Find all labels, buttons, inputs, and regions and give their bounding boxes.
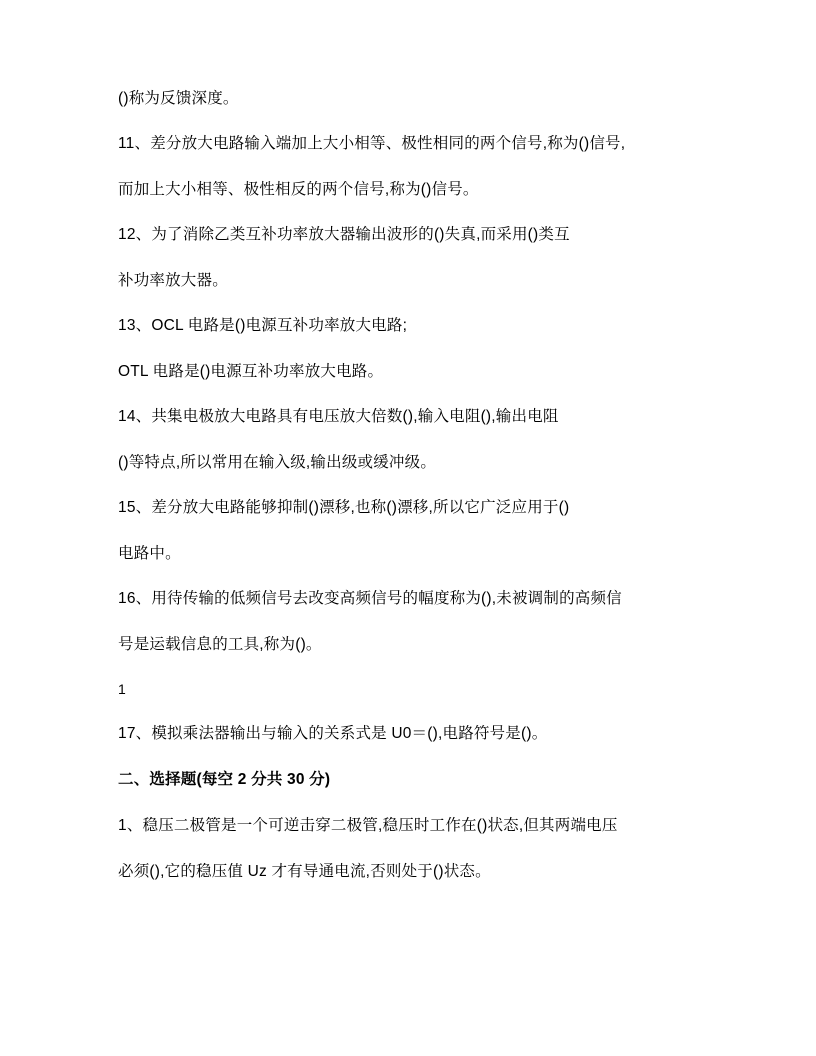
paragraph-question-14-continued: ()等特点,所以常用在输入级,输出级或缓冲级。: [118, 453, 437, 471]
paragraph-question-13: 13、OCL 电路是()电源互补功率放大电路;: [118, 317, 408, 335]
paragraph-question-12: 12、为了消除乙类互补功率放大器输出波形的()失真,而采用()类互: [118, 226, 570, 244]
paragraph-choice-question-1: 1、稳压二极管是一个可逆击穿二极管,稳压时工作在()状态,但其两端电压: [118, 817, 618, 835]
paragraph-question-12-continued: 补功率放大器。: [118, 271, 228, 289]
paragraph-question-16-continued: 号是运载信息的工具,称为()。: [118, 635, 322, 653]
paragraph-question-15-continued: 电路中。: [118, 544, 181, 562]
paragraph-question-14: 14、共集电极放大电路具有电压放大倍数(),输入电阻(),输出电阻: [118, 408, 559, 426]
paragraph-choice-question-1-continued: 必须(),它的稳压值 Uz 才有导通电流,否则处于()状态。: [118, 862, 491, 880]
paragraph-question-16: 16、用待传输的低频信号去改变高频信号的幅度称为(),未被调制的高频信: [118, 590, 622, 608]
paragraph-question-11: 11、差分放大电路输入端加上大小相等、极性相同的两个信号,称为()信号,: [118, 135, 626, 153]
paragraph-question-11-continued: 而加上大小相等、极性相反的两个信号,称为()信号。: [118, 180, 479, 198]
paragraph-feedback-depth: ()称为反馈深度。: [118, 90, 239, 107]
paragraph-question-13-continued: OTL 电路是()电源互补功率放大电路。: [118, 362, 384, 380]
paragraph-question-15: 15、差分放大电路能够抑制()漂移,也称()漂移,所以它广泛应用于(): [118, 499, 570, 517]
document-body: [118, 88, 696, 883]
section-heading-choice-questions: 二、选择题(每空 2 分共 30 分): [118, 770, 331, 788]
paragraph-question-17: 17、模拟乘法器输出与输入的关系式是 U0＝(),电路符号是()。: [118, 725, 548, 743]
page-number: 1: [118, 681, 126, 698]
